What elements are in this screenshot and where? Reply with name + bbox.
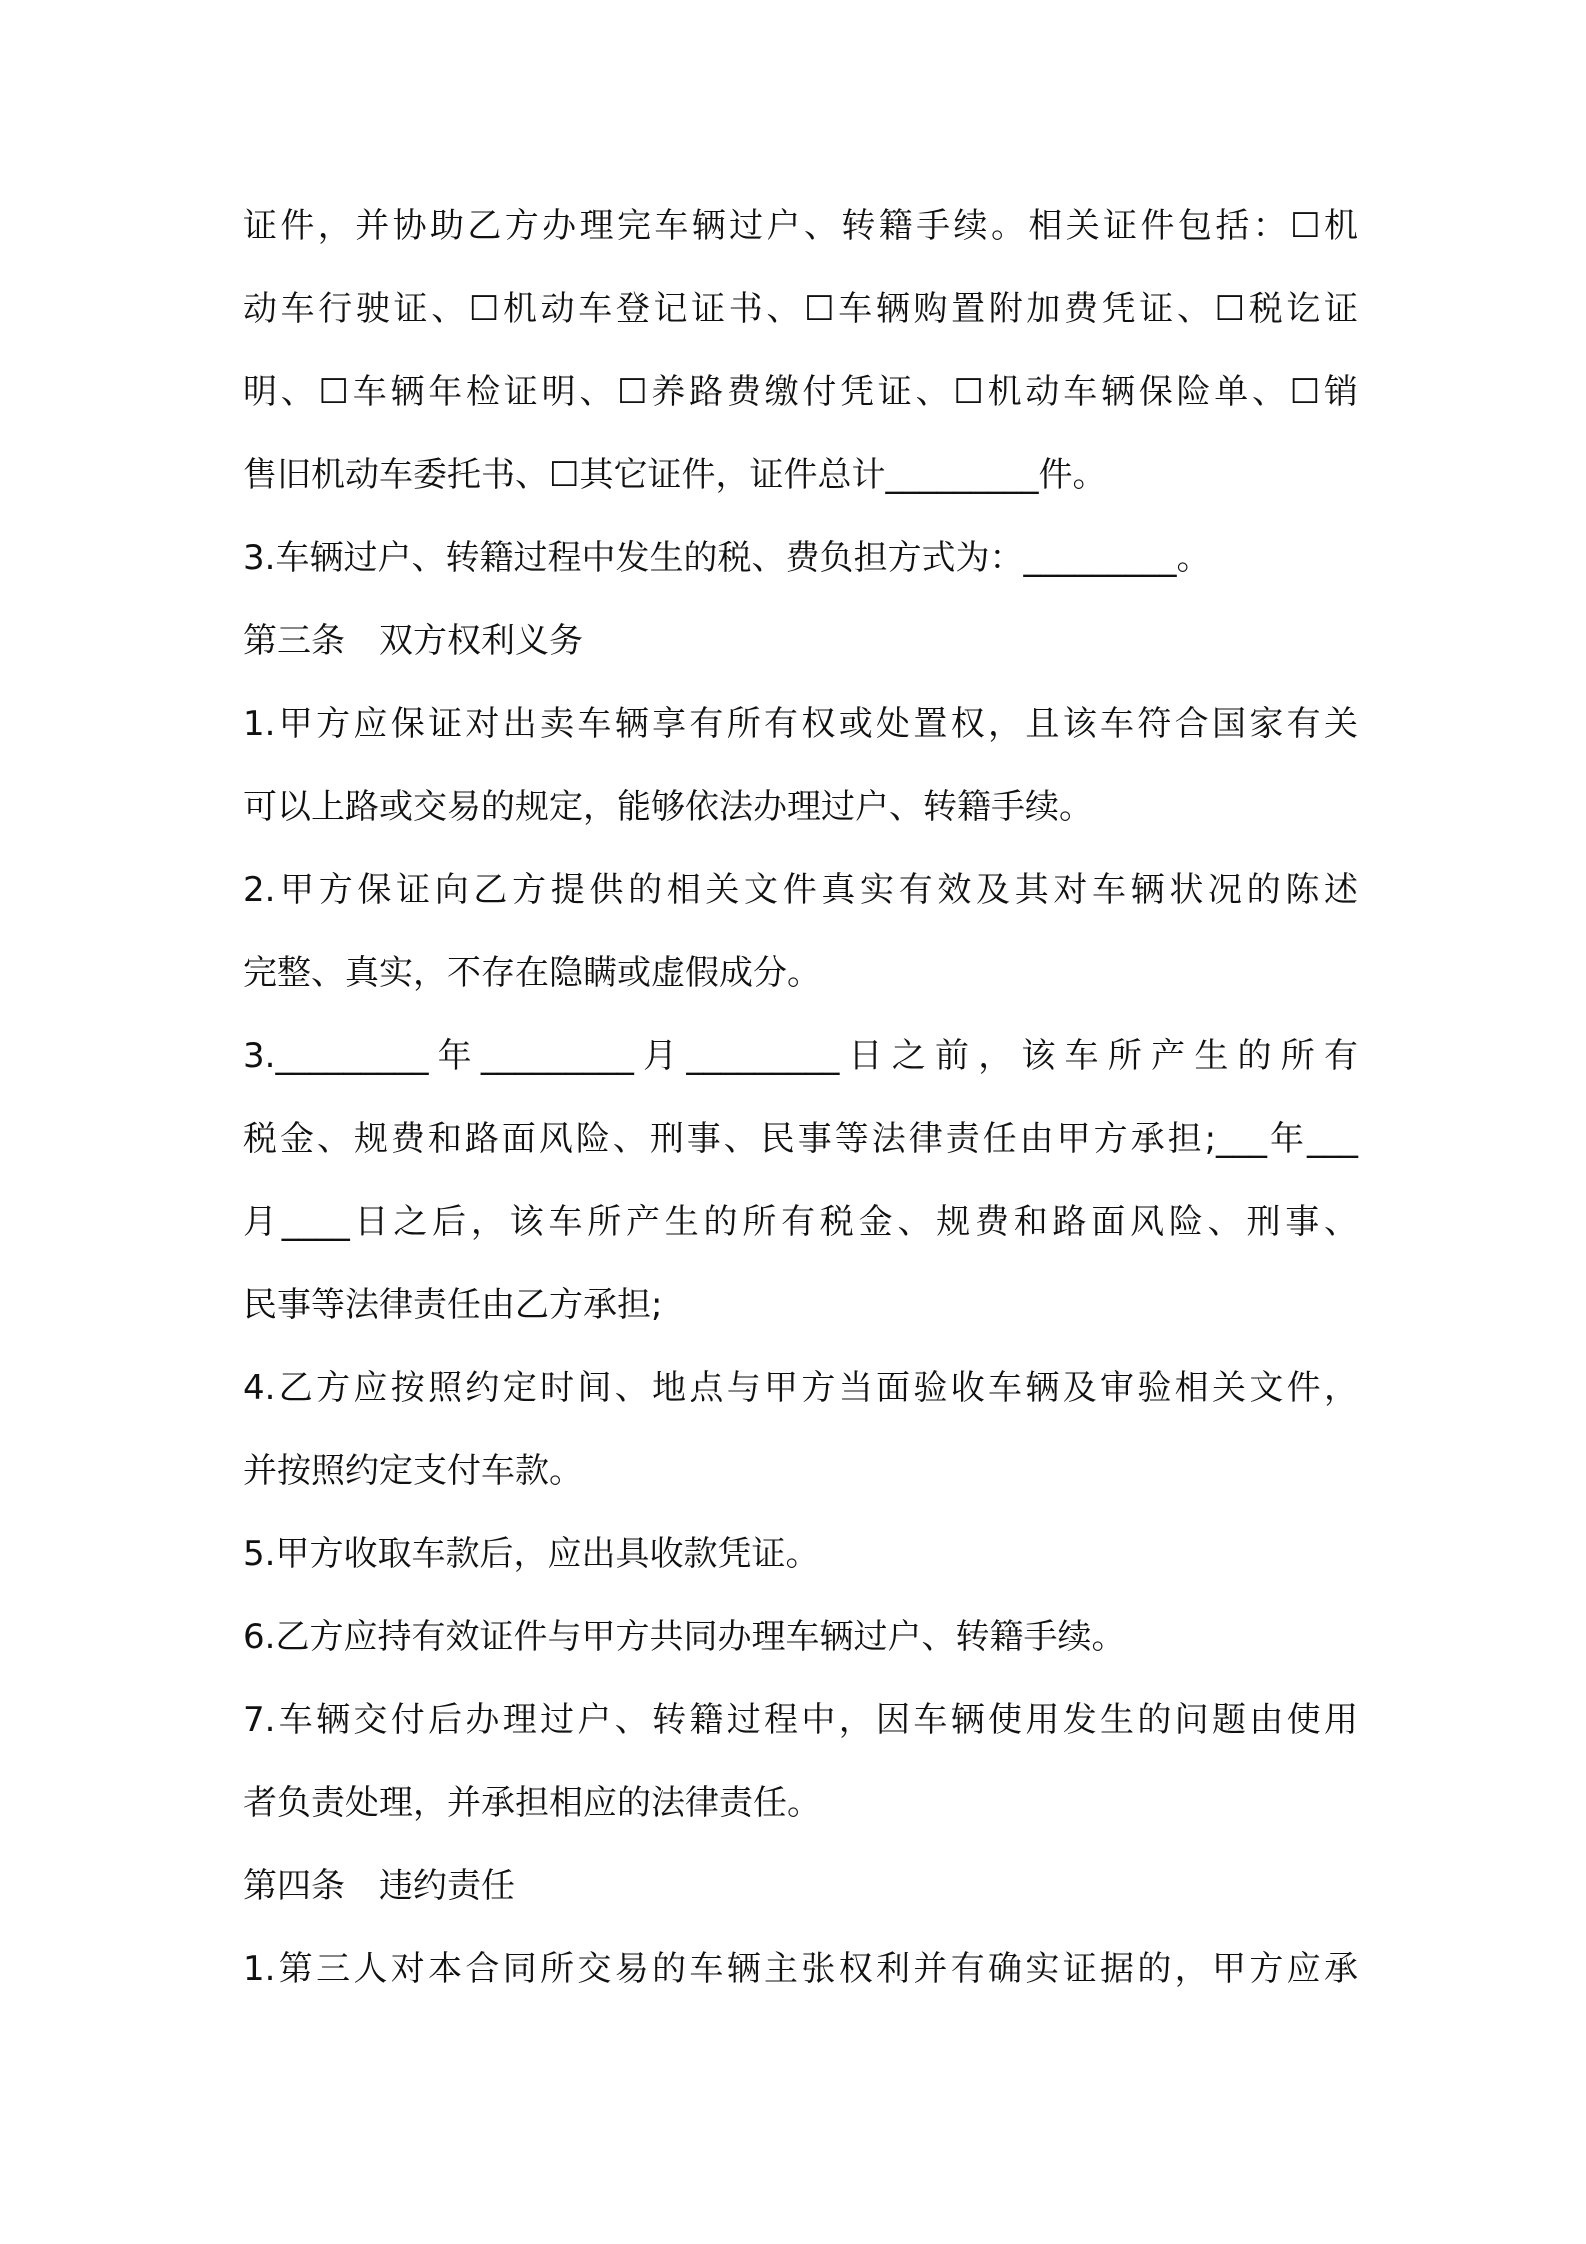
paragraph-documents-list [243,185,1358,517]
paragraph-article3-item4 [243,1347,1358,1513]
text-line: 4.乙方应按照约定时间、地点与甲方当面验收车辆及审验相关文件， [243,1368,1358,1408]
section-heading-article-4 [243,1845,1358,1928]
text-line: 3.车辆过户、转籍过程中发生的税、费负担方式为：_________。 [243,538,1211,578]
text-line: 税金、规费和路面风险、刑事、民事等法律责任由甲方承担;___年___ [243,1119,1358,1159]
text-line: 民事等法律责任由乙方承担; [243,1285,663,1325]
paragraph-article3-item3 [243,1015,1358,1347]
paragraph-article3-item5 [243,1513,1358,1596]
heading-text: 第四条 违约责任 [243,1866,515,1906]
text-line: 可以上路或交易的规定，能够依法办理过户、转籍手续。 [243,787,1093,827]
text-line: 5.甲方收取车款后，应出具收款凭证。 [243,1534,820,1574]
text-line: 6.乙方应持有效证件与甲方共同办理车辆过户、转籍手续。 [243,1617,1126,1657]
text-line: 证件，并协助乙方办理完车辆过户、转籍手续。相关证件包括：☐机 [243,206,1358,246]
text-line: 售旧机动车委托书、☐其它证件，证件总计_________件。 [243,455,1107,495]
text-line: 完整、真实，不存在隐瞒或虚假成分。 [243,953,821,993]
document-body [243,185,1358,2011]
section-heading-article-3 [243,600,1358,683]
text-line: 2.甲方保证向乙方提供的相关文件真实有效及其对车辆状况的陈述 [243,870,1358,910]
text-line: 7.车辆交付后办理过户、转籍过程中，因车辆使用发生的问题由使用 [243,1700,1358,1740]
text-line: 1.第三人对本合同所交易的车辆主张权利并有确实证据的，甲方应承 [243,1949,1358,1989]
text-line: 者负责处理，并承担相应的法律责任。 [243,1783,821,1823]
text-line: 月____日之后，该车所产生的所有税金、规费和路面风险、刑事、 [243,1202,1358,1242]
paragraph-tax-fee-allocation [243,517,1358,600]
text-line: 3._________年_________月_________日之前，该车所产生的所有 [243,1036,1358,1076]
text-line: 1.甲方应保证对出卖车辆享有所有权或处置权，且该车符合国家有关 [243,704,1358,744]
paragraph-article3-item1 [243,683,1358,849]
paragraph-article3-item2 [243,849,1358,1015]
text-line: 明、☐车辆年检证明、☐养路费缴付凭证、☐机动车辆保险单、☐销 [243,372,1358,412]
text-line: 并按照约定支付车款。 [243,1451,583,1491]
paragraph-article4-item1 [243,1928,1358,2011]
heading-text: 第三条 双方权利义务 [243,621,583,661]
paragraph-article3-item6 [243,1596,1358,1679]
text-line: 动车行驶证、☐机动车登记证书、☐车辆购置附加费凭证、☐税讫证 [243,289,1358,329]
paragraph-article3-item7 [243,1679,1358,1845]
